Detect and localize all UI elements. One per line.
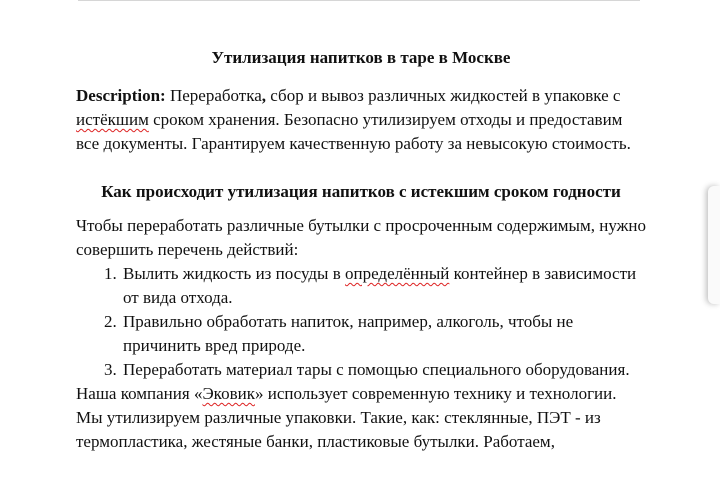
- document-body[interactable]: [76, 34, 646, 454]
- description-text-1: Переработка: [165, 86, 262, 105]
- description-label: Description:: [76, 86, 166, 105]
- document-title: Утилизация напитков в таре в Москве: [211, 48, 511, 67]
- step-text: контейнер в зависимости от вида отхода.: [123, 264, 637, 307]
- spellcheck-flagged-word[interactable]: определённый: [345, 264, 450, 283]
- company-text-2: » использует современную технику и технологии. Мы утилизируем различные упаковки. Такие, как: стеклянные, ПЭТ - из термопластика, жестяные банки, пластиковые бутылки. Работаем,: [76, 384, 617, 451]
- steps-list: [76, 262, 646, 382]
- list-item: 3. Переработать материал тары с помощью специального оборудования.: [121, 358, 646, 382]
- page-top-edge: [78, 0, 640, 2]
- company-text-1: Наша компания «: [76, 384, 203, 403]
- spellcheck-flagged-word[interactable]: Эковик: [202, 384, 255, 403]
- company-paragraph: [76, 382, 646, 454]
- description-bold-comma: ,: [261, 86, 267, 105]
- intro-paragraph: Чтобы переработать различные бутылки с просроченным содержимым, нужно совершить перечень действий:: [76, 216, 646, 259]
- description-text-2: сбор и вывоз различных жидкостей в упаковке с: [266, 86, 621, 105]
- description-paragraph: [76, 84, 646, 156]
- description-text-3: сроком хранения. Безопасно утилизируем отходы и предоставим все документы. Гарантируем качественную работу за невысокую стоимость.: [76, 110, 631, 153]
- side-panel-tab[interactable]: [708, 186, 720, 304]
- step-text: Вылить жидкость из посуды в: [123, 264, 345, 283]
- spellcheck-flagged-word[interactable]: истёкшим: [76, 110, 149, 129]
- list-item: 2. Правильно обработать напиток, например, алкоголь, чтобы не причинить вред природе.: [121, 310, 646, 358]
- list-item: [121, 262, 646, 310]
- section-heading: Как происходит утилизация напитков с истекшим сроком годности: [101, 182, 621, 201]
